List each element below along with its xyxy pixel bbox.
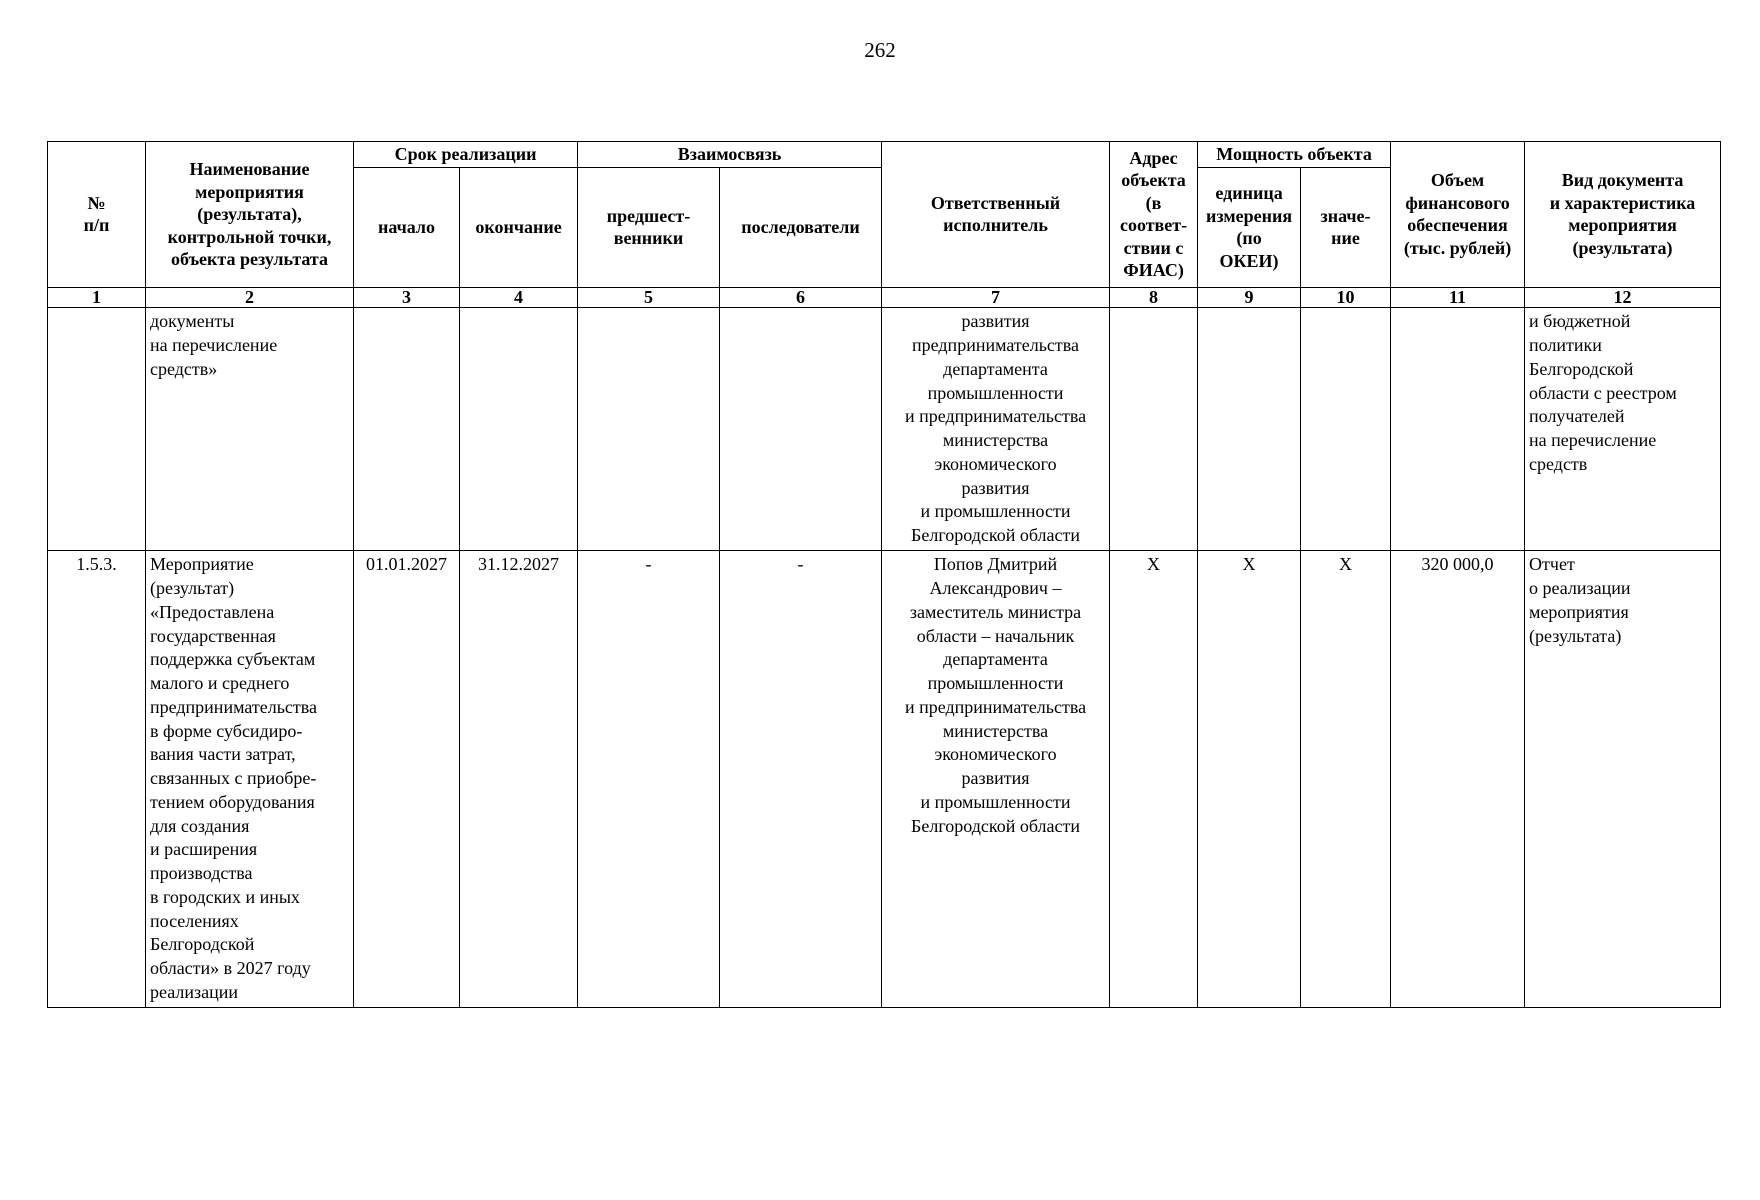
column-number: 11 (1391, 287, 1525, 308)
header-predecessors: предшест- венники (578, 167, 720, 287)
column-number: 8 (1110, 287, 1198, 308)
header-number: № п/п (48, 142, 146, 288)
column-number: 7 (882, 287, 1110, 308)
row-financing: 320 000,0 (1391, 551, 1525, 1008)
row-unit: X (1198, 551, 1301, 1008)
row-start: 01.01.2027 (354, 551, 460, 1008)
row-number: 1.5.3. (48, 551, 146, 1008)
header-capacity-group: Мощность объекта (1198, 142, 1391, 168)
column-number: 10 (1301, 287, 1391, 308)
row-address (1110, 308, 1198, 551)
header-period-group: Срок реализации (354, 142, 578, 168)
page-number: 262 (864, 38, 896, 62)
header-successors: последователи (720, 167, 882, 287)
row-value (1301, 308, 1391, 551)
row-successors (720, 308, 882, 551)
row-number (48, 308, 146, 551)
column-number: 2 (146, 287, 354, 308)
row-unit (1198, 308, 1301, 551)
column-number-row (48, 287, 1721, 308)
row-financing (1391, 308, 1525, 551)
row-value: X (1301, 551, 1391, 1008)
column-number: 3 (354, 287, 460, 308)
row-end (460, 308, 578, 551)
header-start: начало (354, 167, 460, 287)
table-row (48, 551, 1721, 1008)
column-number: 12 (1525, 287, 1721, 308)
row-name: Мероприятие (результат) «Предоставлена государственная поддержка субъектам малого и среднего предпринимательства в форме субсидиро- вания части затрат, связанных с приобре- тением оборудования для создания и расширения производства в городских и иных поселениях Белгородской области» в 2027 году реализации (146, 551, 354, 1008)
header-value: значе- ние (1301, 167, 1391, 287)
row-document: Отчет о реализации мероприятия (результата) (1525, 551, 1721, 1008)
header-end: окончание (460, 167, 578, 287)
column-number: 6 (720, 287, 882, 308)
row-document: и бюджетной политики Белгородской области с реестром получателей на перечисление средств (1525, 308, 1721, 551)
row-responsible: Попов Дмитрий Александрович – заместитель министра области – начальник департамента промышленности и предпринимательства министерства экономического развития и промышленности Белгородской области (882, 551, 1110, 1008)
row-end: 31.12.2027 (460, 551, 578, 1008)
header-financing: Объем финансового обеспечения (тыс. рублей) (1391, 142, 1525, 288)
column-number: 4 (460, 287, 578, 308)
row-name: документы на перечисление средств» (146, 308, 354, 551)
row-successors: - (720, 551, 882, 1008)
row-predecessors: - (578, 551, 720, 1008)
column-number: 5 (578, 287, 720, 308)
event-plan-table (47, 141, 1721, 1008)
row-start (354, 308, 460, 551)
header-responsible: Ответственный исполнитель (882, 142, 1110, 288)
header-link-group: Взаимосвязь (578, 142, 882, 168)
table-row (48, 308, 1721, 551)
header-document: Вид документа и характеристика мероприятия (результата) (1525, 142, 1721, 288)
header-name: Наименование мероприятия (результата), контрольной точки, объекта результата (146, 142, 354, 288)
row-responsible: развития предпринимательства департамента промышленности и предпринимательства министерства экономического развития и промышленности Белгородской области (882, 308, 1110, 551)
row-address: X (1110, 551, 1198, 1008)
column-number: 1 (48, 287, 146, 308)
column-number: 9 (1198, 287, 1301, 308)
header-address: Адрес объекта (в соответ- ствии с ФИАС) (1110, 142, 1198, 288)
row-predecessors (578, 308, 720, 551)
header-unit: единица измерения (по ОКЕИ) (1198, 167, 1301, 287)
